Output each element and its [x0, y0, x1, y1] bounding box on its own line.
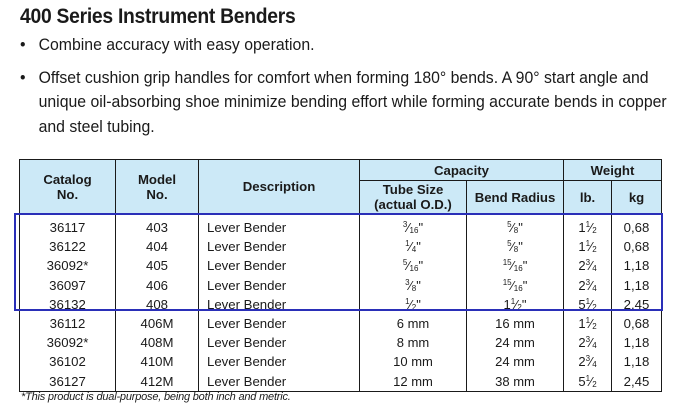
- header-kg: kg: [612, 181, 662, 214]
- weight-lb-value: $1^1⁄_2$: [578, 239, 597, 255]
- bend-radius-cell: [467, 295, 564, 314]
- bend-radius-value: 24 mm: [495, 354, 535, 370]
- catalog-cell: 36097: [20, 276, 116, 295]
- tube-size-value: $^1⁄_4$": [405, 239, 421, 255]
- weight-lb-value: $1^1⁄_2$: [578, 220, 597, 236]
- model-cell: 410M: [116, 352, 199, 371]
- bend-radius-value: $1^1⁄_2$": [503, 296, 527, 312]
- weight-lb-cell: [564, 314, 612, 333]
- weight-lb-cell: [564, 372, 612, 392]
- description-cell: Lever Bender: [199, 372, 360, 392]
- tube-size-value: $^3⁄_{16}$": [402, 220, 424, 236]
- header-weight: Weight: [564, 160, 662, 181]
- feature-text: Offset cushion grip handles for comfort when forming 180° bends. A 90° start angle and unique oil-absorbing shoe minimize bending effort while forming accurate bends in copper and steel tubing.: [38, 67, 667, 136]
- weight-lb-cell: [564, 333, 612, 352]
- table-row: [20, 295, 662, 314]
- tube-size-value: $^3⁄_8$": [405, 277, 421, 293]
- model-cell: 412M: [116, 372, 199, 392]
- table-row: [20, 214, 662, 238]
- bend-radius-value: $^5⁄_8$": [507, 239, 523, 255]
- weight-lb-cell: [564, 276, 612, 295]
- weight-kg-cell: 0,68: [612, 314, 662, 333]
- bullet-icon: •: [20, 35, 26, 54]
- header-lb: lb.: [564, 181, 612, 214]
- page-title: 400 Series Instrument Benders: [20, 5, 296, 28]
- bend-radius-value: $^5⁄_8$": [507, 220, 523, 236]
- bend-radius-value: $^{15}⁄_{16}$": [502, 277, 528, 293]
- table-row: [20, 276, 662, 295]
- weight-lb-value: $2^3⁄_4$: [578, 335, 597, 351]
- feature-item: [20, 66, 680, 140]
- header-tube-size: Tube Size (actual O.D.): [360, 181, 467, 214]
- bend-radius-cell: [467, 256, 564, 275]
- weight-lb-cell: [564, 256, 612, 275]
- model-cell: 406: [116, 276, 199, 295]
- tube-size-cell: [360, 314, 467, 333]
- weight-lb-value: $5^1⁄_2$: [578, 373, 597, 389]
- catalog-cell: 36112: [20, 314, 116, 333]
- catalog-cell: 36127: [20, 372, 116, 392]
- weight-lb-value: $1^1⁄_2$: [578, 316, 597, 332]
- description-cell: Lever Bender: [199, 333, 360, 352]
- bend-radius-value: $^{15}⁄_{16}$": [502, 258, 528, 274]
- bend-radius-cell: [467, 276, 564, 295]
- model-cell: 406M: [116, 314, 199, 333]
- catalog-cell: 36122: [20, 237, 116, 256]
- tube-size-cell: [360, 333, 467, 352]
- description-cell: Lever Bender: [199, 352, 360, 371]
- bend-radius-cell: [467, 237, 564, 256]
- weight-kg-cell: 0,68: [612, 214, 662, 238]
- description-cell: Lever Bender: [199, 295, 360, 314]
- weight-kg-cell: 1,18: [612, 333, 662, 352]
- bend-radius-cell: [467, 352, 564, 371]
- tube-size-cell: [360, 372, 467, 392]
- catalog-cell: 36132: [20, 295, 116, 314]
- table-row: [20, 372, 662, 392]
- weight-kg-cell: 1,18: [612, 276, 662, 295]
- catalog-cell: 36092*: [20, 333, 116, 352]
- description-cell: Lever Bender: [199, 276, 360, 295]
- bend-radius-cell: [467, 372, 564, 392]
- header-bend-radius: Bend Radius: [467, 181, 564, 214]
- weight-lb-value: $2^3⁄_4$: [578, 258, 597, 274]
- description-cell: Lever Bender: [199, 214, 360, 238]
- weight-kg-cell: 2,45: [612, 372, 662, 392]
- bend-radius-cell: [467, 314, 564, 333]
- weight-lb-cell: [564, 295, 612, 314]
- model-cell: 404: [116, 237, 199, 256]
- tube-size-value: 6 mm: [396, 316, 430, 332]
- weight-lb-value: $2^3⁄_4$: [578, 354, 597, 370]
- weight-lb-cell: [564, 237, 612, 256]
- tube-size-value: 10 mm: [393, 354, 433, 370]
- tube-size-cell: [360, 237, 467, 256]
- bend-radius-cell: [467, 333, 564, 352]
- feature-item: [20, 33, 680, 58]
- weight-kg-cell: 1,18: [612, 352, 662, 371]
- weight-lb-value: $2^3⁄_4$: [578, 277, 597, 293]
- tube-size-cell: [360, 276, 467, 295]
- tube-size-cell: [360, 352, 467, 371]
- catalog-cell: 36092*: [20, 256, 116, 275]
- header-capacity: Capacity: [360, 160, 564, 181]
- catalog-cell: 36117: [20, 214, 116, 238]
- description-cell: Lever Bender: [199, 256, 360, 275]
- table-row: [20, 314, 662, 333]
- weight-kg-cell: 1,18: [612, 256, 662, 275]
- feature-list: [20, 33, 675, 139]
- header-catalog: Catalog No.: [20, 160, 116, 214]
- tube-size-value: 8 mm: [396, 335, 430, 351]
- weight-lb-cell: [564, 352, 612, 371]
- footnote: *This product is dual-purpose, being both inch and metric.: [21, 391, 291, 403]
- header-model: Model No.: [116, 160, 199, 214]
- model-cell: 408: [116, 295, 199, 314]
- bend-radius-value: 16 mm: [495, 316, 535, 332]
- tube-size-cell: [360, 214, 467, 238]
- table-row: [20, 333, 662, 352]
- table-row: [20, 256, 662, 275]
- bend-radius-cell: [467, 214, 564, 238]
- tube-size-cell: [360, 295, 467, 314]
- table-row: [20, 237, 662, 256]
- tube-size-cell: [360, 256, 467, 275]
- description-cell: Lever Bender: [199, 314, 360, 333]
- tube-size-value: $^5⁄_{16}$": [402, 258, 424, 274]
- tube-size-value: $^1⁄_2$": [405, 296, 421, 312]
- weight-kg-cell: 2,45: [612, 295, 662, 314]
- catalog-cell: 36102: [20, 352, 116, 371]
- description-cell: Lever Bender: [199, 237, 360, 256]
- table-row: [20, 352, 662, 371]
- weight-lb-value: $5^1⁄_2$: [578, 296, 597, 312]
- model-cell: 408M: [116, 333, 199, 352]
- weight-lb-cell: [564, 214, 612, 238]
- weight-kg-cell: 0,68: [612, 237, 662, 256]
- header-description: Description: [199, 160, 360, 214]
- bend-radius-value: 24 mm: [495, 335, 535, 351]
- model-cell: 403: [116, 214, 199, 238]
- model-cell: 405: [116, 256, 199, 275]
- spec-table-body: [20, 214, 662, 392]
- spec-table: [19, 159, 662, 392]
- feature-text: Combine accuracy with easy operation.: [38, 35, 315, 54]
- bend-radius-value: 38 mm: [495, 373, 535, 389]
- bullet-icon: •: [20, 67, 26, 87]
- tube-size-value: 12 mm: [393, 373, 433, 389]
